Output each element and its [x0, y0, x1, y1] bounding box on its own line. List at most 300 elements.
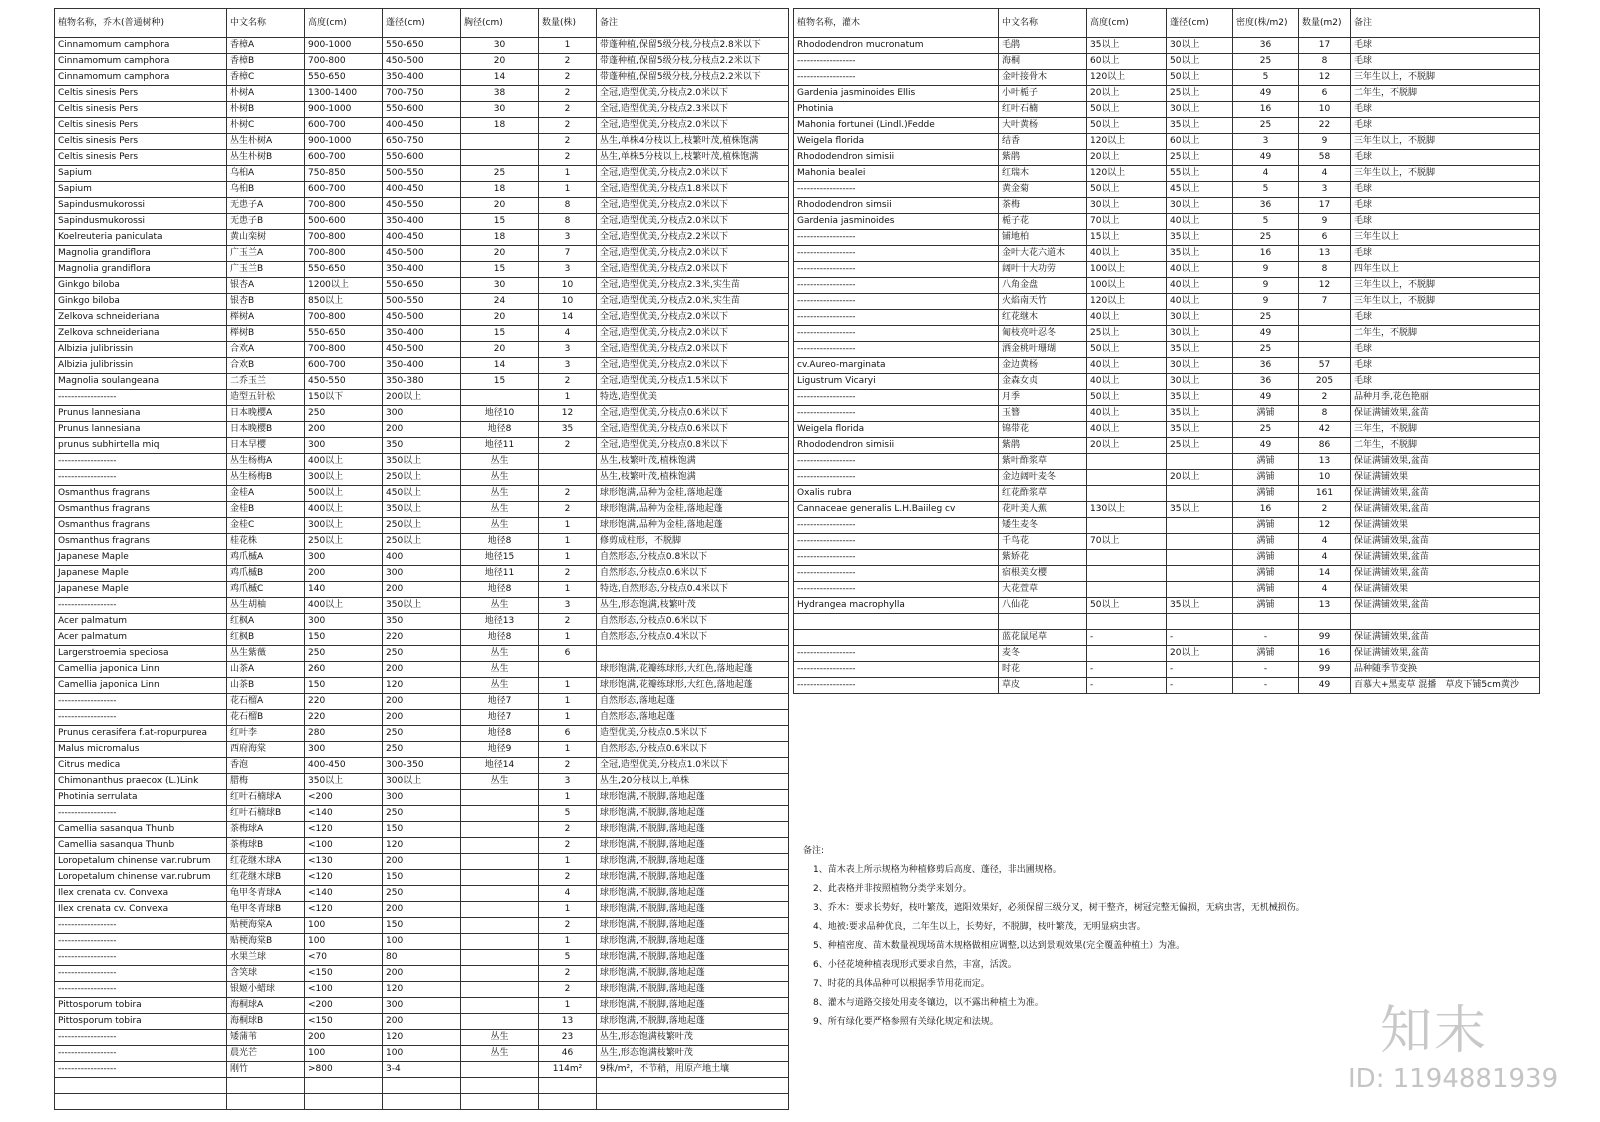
- column-header: 中文名称: [227, 9, 305, 38]
- table-cell: <120: [305, 870, 383, 886]
- table-cell: 16: [1233, 246, 1299, 262]
- table-cell: 造型优美,分枝点0.5米以下: [597, 726, 789, 742]
- table-cell: ------------------: [794, 470, 999, 486]
- table-row: [794, 550, 1540, 566]
- table-cell: 二年生，不脱脚: [1351, 438, 1540, 454]
- table-cell: 毛球: [1351, 342, 1540, 358]
- table-row: [55, 822, 789, 838]
- watermark-id: ID: 1194881939: [1348, 1064, 1559, 1094]
- table-cell: 全冠,造型优美,分枝点2.0米以下: [597, 262, 789, 278]
- table-cell: 朴树C: [227, 118, 305, 134]
- table-row: [55, 630, 789, 646]
- header-row: [794, 9, 1540, 38]
- table-cell: 阔叶十大功劳: [999, 262, 1087, 278]
- table-cell: 花石榴A: [227, 694, 305, 710]
- table-cell: 草皮: [999, 678, 1087, 694]
- table-row: [55, 934, 789, 950]
- table-cell: 10: [1299, 102, 1351, 118]
- table-cell: 300: [383, 998, 461, 1014]
- table-row: [55, 1030, 789, 1046]
- table-cell: 丛生,20分枝以上,单株: [597, 774, 789, 790]
- table-cell: 全冠,造型优美,分枝点2.0米以下: [597, 86, 789, 102]
- table-cell: 400: [383, 550, 461, 566]
- table-cell: ------------------: [55, 982, 227, 998]
- table-cell: 香泡: [227, 758, 305, 774]
- table-cell: ------------------: [794, 230, 999, 246]
- table-cell: 2: [1299, 502, 1351, 518]
- table-cell: 25: [1233, 342, 1299, 358]
- table-cell: 450-550: [383, 198, 461, 214]
- table-cell: 二乔玉兰: [227, 374, 305, 390]
- table-cell: 100: [305, 1046, 383, 1062]
- table-cell: 带蓬种植,保留5级分枝,分枝点2.2米以下: [597, 70, 789, 86]
- table-cell: Sapindusmukorossi: [55, 214, 227, 230]
- table-cell: 36: [1233, 358, 1299, 374]
- table-cell: 保证满铺效果,盆苗: [1351, 550, 1540, 566]
- table-cell: Japanese Maple: [55, 566, 227, 582]
- table-cell: [227, 1094, 305, 1110]
- table-cell: 300: [383, 566, 461, 582]
- table-cell: 55以上: [1167, 166, 1233, 182]
- table-cell: 30以上: [1167, 102, 1233, 118]
- table-cell: 200: [383, 854, 461, 870]
- table-cell: [461, 902, 539, 918]
- table-row: [794, 86, 1540, 102]
- table-row: [55, 86, 789, 102]
- table-cell: [1299, 326, 1351, 342]
- table-cell: 120: [383, 1030, 461, 1046]
- table-cell: 450-500: [383, 310, 461, 326]
- table-row: [55, 454, 789, 470]
- table-cell: 35以上: [1167, 422, 1233, 438]
- table-cell: 匍枝亮叶忍冬: [999, 326, 1087, 342]
- table-row: [794, 422, 1540, 438]
- table-cell: [1087, 582, 1167, 598]
- table-cell: 120以上: [1087, 70, 1167, 86]
- table-cell: 35: [539, 422, 597, 438]
- table-cell: Zelkova schneideriana: [55, 310, 227, 326]
- table-cell: 8: [539, 214, 597, 230]
- table-cell: Ginkgo biloba: [55, 294, 227, 310]
- table-cell: 乌桕A: [227, 166, 305, 182]
- table-cell: 毛球: [1351, 374, 1540, 390]
- table-row: [55, 662, 789, 678]
- table-cell: 120: [383, 678, 461, 694]
- table-cell: 35以上: [1167, 230, 1233, 246]
- table-cell: 地径8: [461, 582, 539, 598]
- table-cell: 银杏A: [227, 278, 305, 294]
- table-cell: 丛生: [461, 1030, 539, 1046]
- table-cell: [1299, 342, 1351, 358]
- table-row: [55, 694, 789, 710]
- table-cell: 红花酢浆草: [999, 486, 1087, 502]
- table-cell: 球形饱满,不脱脚,落地起蓬: [597, 854, 789, 870]
- table-cell: 700-800: [305, 310, 383, 326]
- table-cell: 鸡爪槭B: [227, 566, 305, 582]
- table-cell: 350-400: [383, 70, 461, 86]
- table-cell: 大叶黄杨: [999, 118, 1087, 134]
- table-cell: 榉树A: [227, 310, 305, 326]
- table-cell: 球形饱满,品种为金桂,落地起蓬: [597, 486, 789, 502]
- table-cell: 20以上: [1087, 150, 1167, 166]
- table-cell: 700-800: [305, 230, 383, 246]
- table-cell: 120以上: [1087, 294, 1167, 310]
- table-cell: 1: [539, 902, 597, 918]
- table-cell: 20以上: [1167, 470, 1233, 486]
- table-row: [794, 374, 1540, 390]
- table-cell: 西府海棠: [227, 742, 305, 758]
- table-cell: 洒金桃叶珊瑚: [999, 342, 1087, 358]
- table-row: [55, 262, 789, 278]
- table-cell: 满铺: [1233, 406, 1299, 422]
- table-cell: 250: [383, 886, 461, 902]
- table-cell: 丛生: [461, 454, 539, 470]
- note-item: 6、小径花境种植表现形式要求自然，丰富，活泼。: [813, 960, 1017, 970]
- table-cell: 金边黄杨: [999, 358, 1087, 374]
- table-cell: 200: [305, 566, 383, 582]
- table-cell: 120以上: [1087, 166, 1167, 182]
- table-cell: 海桐球A: [227, 998, 305, 1014]
- table-cell: 红叶石楠球A: [227, 790, 305, 806]
- table-cell: 5: [1233, 70, 1299, 86]
- table-cell: 45以上: [1167, 182, 1233, 198]
- table-cell: [539, 470, 597, 486]
- table-cell: 丛生,枝繁叶茂,植株饱满: [597, 470, 789, 486]
- table-cell: 红枫B: [227, 630, 305, 646]
- table-cell: 130以上: [1087, 502, 1167, 518]
- table-cell: 毛球: [1351, 214, 1540, 230]
- table-cell: 紫娇花: [999, 550, 1087, 566]
- table-row: [55, 326, 789, 342]
- table-cell: 地径8: [461, 630, 539, 646]
- table-cell: 2: [539, 918, 597, 934]
- table-cell: 二年生，不脱脚: [1351, 326, 1540, 342]
- table-cell: <100: [305, 982, 383, 998]
- table-cell: 海桐: [999, 54, 1087, 70]
- table-cell: [383, 1078, 461, 1094]
- table-cell: 自然形态,落地起蓬: [597, 694, 789, 710]
- table-cell: Mahonia bealei: [794, 166, 999, 182]
- table-cell: 金边阔叶麦冬: [999, 470, 1087, 486]
- watermark-logo: 知末: [1380, 1001, 1489, 1061]
- table-cell: ------------------: [794, 70, 999, 86]
- table-cell: 花石榴B: [227, 710, 305, 726]
- table-row: [55, 838, 789, 854]
- table-cell: ------------------: [55, 966, 227, 982]
- table-row: [55, 1094, 789, 1110]
- table-cell: 3: [539, 342, 597, 358]
- table-cell: 350-400: [383, 214, 461, 230]
- table-cell: [1087, 454, 1167, 470]
- table-cell: Pittosporum tobira: [55, 1014, 227, 1030]
- table-cell: 无患子A: [227, 198, 305, 214]
- table-cell: [461, 1062, 539, 1078]
- table-cell: 10: [539, 294, 597, 310]
- table-cell: [1087, 614, 1167, 630]
- table-cell: 2: [539, 566, 597, 582]
- table-cell: ------------------: [794, 310, 999, 326]
- table-cell: 1: [539, 518, 597, 534]
- table-cell: -: [1167, 630, 1233, 646]
- note-item: 2、此表格并非按照植物分类学来划分。: [813, 884, 972, 894]
- table-cell: 10: [539, 278, 597, 294]
- table-cell: 40以上: [1167, 262, 1233, 278]
- table-cell: [1167, 454, 1233, 470]
- table-cell: 鸡爪槭A: [227, 550, 305, 566]
- table-cell: 满铺: [1233, 566, 1299, 582]
- table-cell: Osmanthus fragrans: [55, 486, 227, 502]
- table-row: [794, 358, 1540, 374]
- table-cell: 50以上: [1087, 598, 1167, 614]
- table-cell: 35以上: [1167, 502, 1233, 518]
- table-row: [55, 502, 789, 518]
- table-cell: ------------------: [55, 950, 227, 966]
- table-row: [794, 70, 1540, 86]
- table-cell: ------------------: [794, 390, 999, 406]
- table-cell: Celtis sinesis Pers: [55, 102, 227, 118]
- table-cell: [1299, 310, 1351, 326]
- table-cell: Photinia serrulata: [55, 790, 227, 806]
- table-cell: Sapium: [55, 166, 227, 182]
- table-cell: ------------------: [794, 454, 999, 470]
- table-cell: 8: [1299, 262, 1351, 278]
- table-cell: 30以上: [1167, 198, 1233, 214]
- table-cell: 全冠,造型优美,分枝点2.0米,实生苗: [597, 294, 789, 310]
- table-cell: 1300-1400: [305, 86, 383, 102]
- table-cell: ------------------: [55, 470, 227, 486]
- table-row: [55, 214, 789, 230]
- table-cell: 18: [461, 182, 539, 198]
- table-cell: 全冠,造型优美,分枝点2.0米以下: [597, 310, 789, 326]
- table-cell: ------------------: [794, 54, 999, 70]
- table-cell: 丛生: [461, 502, 539, 518]
- table-row: [55, 182, 789, 198]
- table-cell: 57: [1299, 358, 1351, 374]
- table-cell: 120: [383, 982, 461, 998]
- table-cell: 自然形态,分枝点0.6米以下: [597, 566, 789, 582]
- table-cell: 1: [539, 710, 597, 726]
- table-cell: <130: [305, 854, 383, 870]
- table-row: [55, 38, 789, 54]
- table-cell: 250以上: [305, 534, 383, 550]
- table-row: [55, 742, 789, 758]
- table-cell: -: [1233, 662, 1299, 678]
- table-row: [794, 598, 1540, 614]
- table-cell: 蓝花鼠尾草: [999, 630, 1087, 646]
- table-cell: 2: [539, 54, 597, 70]
- table-row: [794, 582, 1540, 598]
- tree-schedule-table: [54, 8, 789, 1110]
- table-cell: 全冠,造型优美,分枝点0.8米以下: [597, 438, 789, 454]
- table-cell: 700-750: [383, 86, 461, 102]
- table-cell: Chimonanthus praecox (L.)Link: [55, 774, 227, 790]
- table-cell: 球形饱满,花瓣练球形,大红色,落地起蓬: [597, 678, 789, 694]
- table-cell: Camellia sasanqua Thunb: [55, 822, 227, 838]
- table-cell: 161: [1299, 486, 1351, 502]
- table-cell: 球形饱满,花瓣练球形,大红色,落地起蓬: [597, 662, 789, 678]
- table-cell: 地径11: [461, 566, 539, 582]
- table-row: [794, 486, 1540, 502]
- table-row: [794, 310, 1540, 326]
- note-item: 4、地被:要求品种优良，二年生以上，长势好，不脱脚，枝叶繁茂，无明显病虫害。: [813, 922, 1146, 932]
- table-cell: 20: [461, 54, 539, 70]
- table-cell: ------------------: [55, 806, 227, 822]
- table-cell: 12: [1299, 278, 1351, 294]
- table-cell: 麦冬: [999, 646, 1087, 662]
- table-cell: Acer palmatum: [55, 614, 227, 630]
- table-cell: Rhododendron mucronatum: [794, 38, 999, 54]
- table-cell: [1087, 518, 1167, 534]
- table-cell: 4: [539, 326, 597, 342]
- table-cell: 全冠,造型优美,分枝点1.5米以下: [597, 374, 789, 390]
- table-cell: 300: [305, 438, 383, 454]
- table-row: [55, 198, 789, 214]
- table-cell: 球形饱满,不脱脚,落地起蓬: [597, 806, 789, 822]
- table-row: [794, 246, 1540, 262]
- table-cell: [597, 1094, 789, 1110]
- table-cell: 香樟C: [227, 70, 305, 86]
- table-cell: 18: [461, 230, 539, 246]
- table-cell: 球形饱满,不脱脚,落地起蓬: [597, 886, 789, 902]
- table-cell: Ginkgo biloba: [55, 278, 227, 294]
- table-cell: 火焰南天竹: [999, 294, 1087, 310]
- table-row: [55, 1062, 789, 1078]
- table-cell: 1: [539, 534, 597, 550]
- column-header: 植物名称，乔木(普通树种): [55, 9, 227, 38]
- table-cell: 自然形态,分枝点0.6米以下: [597, 614, 789, 630]
- table-cell: 全冠,造型优美,分枝点2.0米以下: [597, 342, 789, 358]
- table-cell: 9: [1233, 262, 1299, 278]
- table-cell: 150: [305, 678, 383, 694]
- table-cell: 丛生: [461, 598, 539, 614]
- table-cell: 球形饱满,不脱脚,落地起蓬: [597, 918, 789, 934]
- table-cell: 450-500: [383, 54, 461, 70]
- table-cell: 保证满铺效果: [1351, 518, 1540, 534]
- table-row: [55, 534, 789, 550]
- table-row: [794, 150, 1540, 166]
- table-cell: 1: [539, 934, 597, 950]
- table-cell: 丛生杨梅A: [227, 454, 305, 470]
- table-cell: ------------------: [794, 406, 999, 422]
- table-cell: 350: [383, 438, 461, 454]
- table-cell: 25: [1233, 54, 1299, 70]
- table-cell: 4: [1233, 166, 1299, 182]
- table-row: [794, 502, 1540, 518]
- table-row: [55, 246, 789, 262]
- table-cell: <150: [305, 966, 383, 982]
- table-cell: 毛鹃: [999, 38, 1087, 54]
- table-cell: 50以上: [1087, 342, 1167, 358]
- column-header: 中文名称: [999, 9, 1087, 38]
- table-cell: 保证满铺效果,盆苗: [1351, 486, 1540, 502]
- table-cell: 6: [1299, 230, 1351, 246]
- table-row: [794, 198, 1540, 214]
- table-cell: 40以上: [1087, 358, 1167, 374]
- table-cell: 地径15: [461, 550, 539, 566]
- table-cell: 八角金盘: [999, 278, 1087, 294]
- table-cell: 球形饱满,不脱脚,落地起蓬: [597, 1014, 789, 1030]
- table-cell: 桂花株: [227, 534, 305, 550]
- table-cell: <140: [305, 886, 383, 902]
- table-cell: Weigela florida: [794, 134, 999, 150]
- column-header: 高度(cm): [305, 9, 383, 38]
- table-cell: 红叶石楠: [999, 102, 1087, 118]
- table-row: [794, 662, 1540, 678]
- table-row: [55, 230, 789, 246]
- table-cell: ------------------: [794, 662, 999, 678]
- table-cell: 全冠,造型优美,分枝点2.3米,实生苗: [597, 278, 789, 294]
- column-header: 植物名称，灌木: [794, 9, 999, 38]
- table-cell: 3-4: [383, 1062, 461, 1078]
- table-cell: 350-400: [383, 358, 461, 374]
- table-cell: 1: [539, 390, 597, 406]
- table-cell: -: [1167, 662, 1233, 678]
- table-cell: [461, 966, 539, 982]
- table-cell: 30: [461, 278, 539, 294]
- table-cell: 5: [539, 806, 597, 822]
- table-cell: 1: [539, 742, 597, 758]
- table-cell: 250: [383, 646, 461, 662]
- table-cell: 200: [383, 662, 461, 678]
- table-cell: 海桐球B: [227, 1014, 305, 1030]
- table-cell: 全冠,造型优美,分枝点0.6米以下: [597, 406, 789, 422]
- table-cell: 红叶石楠球B: [227, 806, 305, 822]
- table-row: [55, 998, 789, 1014]
- table-cell: 20以上: [1167, 646, 1233, 662]
- table-cell: 2: [539, 374, 597, 390]
- table-cell: 35以上: [1167, 390, 1233, 406]
- table-cell: 三年生以上，不脱脚: [1351, 134, 1540, 150]
- table-cell: 36: [1233, 374, 1299, 390]
- table-cell: 450-550: [305, 374, 383, 390]
- table-row: [55, 758, 789, 774]
- table-cell: 自然形态,分枝点0.4米以下: [597, 630, 789, 646]
- table-cell: 550-650: [305, 262, 383, 278]
- table-cell: ------------------: [55, 694, 227, 710]
- table-cell: 小叶栀子: [999, 86, 1087, 102]
- table-cell: 650-750: [383, 134, 461, 150]
- table-cell: 30以上: [1167, 310, 1233, 326]
- table-cell: 900-1000: [305, 102, 383, 118]
- column-header: 蓬径(cm): [1167, 9, 1233, 38]
- table-cell: 丛生: [461, 662, 539, 678]
- table-cell: 200: [383, 422, 461, 438]
- table-cell: [305, 1094, 383, 1110]
- table-cell: 350以上: [383, 454, 461, 470]
- column-header: 蓬径(cm): [383, 9, 461, 38]
- table-cell: 晨光芒: [227, 1046, 305, 1062]
- table-cell: [461, 838, 539, 854]
- table-cell: 1: [539, 790, 597, 806]
- table-row: [55, 966, 789, 982]
- table-cell: 450-500: [383, 246, 461, 262]
- table-cell: [461, 950, 539, 966]
- table-row: [55, 790, 789, 806]
- table-row: [55, 678, 789, 694]
- table-cell: 球形饱满,不脱脚,落地起蓬: [597, 934, 789, 950]
- table-cell: 龟甲冬青球A: [227, 886, 305, 902]
- table-cell: Magnolia soulangeana: [55, 374, 227, 390]
- table-cell: -: [1087, 678, 1167, 694]
- table-cell: 100以上: [1087, 278, 1167, 294]
- table-row: [794, 230, 1540, 246]
- table-cell: 球形饱满,不脱脚,落地起蓬: [597, 998, 789, 1014]
- table-cell: [794, 630, 999, 646]
- table-cell: 保证满铺效果,盆苗: [1351, 646, 1540, 662]
- table-cell: 榉树B: [227, 326, 305, 342]
- table-cell: 6: [1299, 86, 1351, 102]
- table-cell: 地径7: [461, 694, 539, 710]
